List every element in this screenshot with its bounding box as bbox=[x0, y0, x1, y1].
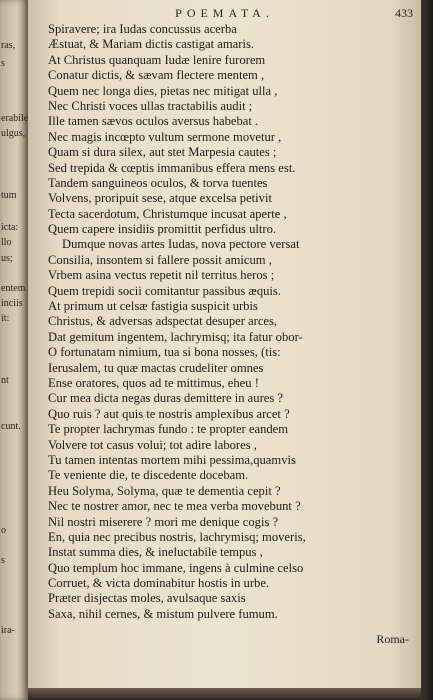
poem-line: Nec Christi voces ullas tractabilis audit ; bbox=[48, 98, 253, 113]
previous-page-edge bbox=[0, 0, 28, 700]
poem-line: Quam si dura silex, aut stet Marpesia cautes ; bbox=[48, 145, 277, 160]
poem-line: Tandem sanguineos oculos, & torva tuentes bbox=[48, 175, 268, 190]
poem-line: Corruet, & victa dominabitur hostis in urbe. bbox=[48, 576, 270, 591]
poem-line: Ierusalem, tu quæ mactas crudeliter omnes bbox=[48, 360, 264, 375]
poem-line: Instat summa dies, & ineluctabile tempus , bbox=[48, 545, 263, 560]
previous-page-text-fragment: us; bbox=[1, 253, 13, 264]
previous-page-text-fragment: ras, bbox=[1, 40, 16, 51]
poem-line: Te veniente die, te discedente docebam. bbox=[48, 468, 249, 483]
poem-line: Quem capere insidiis promittit perfidus ultro. bbox=[48, 222, 277, 237]
poem-line: At Christus quanquam Iudæ lenire furorem bbox=[48, 52, 266, 67]
previous-page-text-fragment: s bbox=[1, 555, 5, 566]
page-number: 433 bbox=[395, 6, 413, 20]
book-bottom-edge bbox=[28, 688, 421, 700]
poem-line: Heu Solyma, Solyma, quæ te dementia cepit ? bbox=[48, 483, 281, 498]
previous-page-text-fragment: s bbox=[1, 58, 5, 69]
poem-line: At primum ut celsæ fastigia suspicit urbis bbox=[48, 299, 258, 314]
poem-line: Cur mea dicta negas duras demittere in aures ? bbox=[48, 391, 283, 406]
previous-page-text-fragment: inciis bbox=[1, 298, 23, 309]
book-fore-edge bbox=[421, 0, 433, 700]
poem-line: Volvens, proripuit sese, atque excelsa petivit bbox=[48, 191, 272, 206]
previous-page-text-fragment: erabile bbox=[1, 113, 29, 124]
poem-line: Præter disjectas moles, avulsaque saxis bbox=[48, 591, 246, 606]
poem-line: Tu tamen intentas mortem mihi pessima,quamvis bbox=[48, 452, 296, 467]
poem-line: Conatur dictis, & sævam flectere mentem , bbox=[48, 68, 265, 83]
poem-line: En, quia nec precibus nostris, lachrymisq; moveris, bbox=[48, 529, 306, 544]
poem-line: Dumque novas artes Iudas, nova pectore versat bbox=[62, 237, 300, 252]
poem-line: Te propter lachrymas fundo : te propter eandem bbox=[48, 422, 289, 437]
running-title: POEMATA. bbox=[175, 6, 274, 20]
poem-line: Nec te nostrer amor, nec te mea verba movebunt ? bbox=[48, 499, 301, 514]
catchword: Roma- bbox=[376, 632, 409, 646]
poem-line: Quem nec longa dies, pietas nec mitigat ulla , bbox=[48, 83, 278, 98]
previous-page-text-fragment: o bbox=[1, 525, 6, 536]
poem-line: Consilia, insontem si fallere possit amicum , bbox=[48, 252, 272, 267]
poem-line: O fortunatam nimium, tua si bona nosses, (tis: bbox=[48, 345, 281, 360]
poem-line: Volvere tot casus volui; tot adire labores , bbox=[48, 437, 257, 452]
poem-text-block bbox=[48, 22, 410, 622]
poem-line: Sed trepida & cœptis immanibus effera mens est. bbox=[48, 160, 296, 175]
previous-page-text-fragment: llo bbox=[1, 237, 12, 248]
previous-page-text-fragment: tum bbox=[1, 190, 17, 201]
poem-line: Quo templum hoc immane, ingens à culmine celso bbox=[48, 560, 304, 575]
poem-line: Saxa, nihil cernes, & mistum pulvere fumum. bbox=[48, 606, 278, 621]
poem-line: Ille tamen sævos oculos aversus habebat . bbox=[48, 114, 259, 129]
poem-line: Nec magis incœpto vultum sermone movetur , bbox=[48, 129, 282, 144]
poem-line: Vrbem asina vectus repetit nil territus heros ; bbox=[48, 268, 275, 283]
previous-page-text-fragment: nt bbox=[1, 375, 9, 386]
poem-line: Spiravere; ira Iudas concussus acerba bbox=[48, 22, 237, 36]
poem-line: Quo ruis ? aut quis te nostris amplexibus arcet ? bbox=[48, 406, 290, 421]
previous-page-text-fragment: it: bbox=[1, 313, 10, 324]
poem-line: Dat gemitum ingentem, lachrymisq; ita fatur obor- bbox=[48, 329, 303, 344]
previous-page-text-fragment: cunt. bbox=[1, 421, 21, 432]
poem-line: Christus, & adversas adspectat desuper arces, bbox=[48, 314, 278, 329]
poem-line: Ense oratores, quos ad te mittimus, eheu ! bbox=[48, 375, 259, 390]
previous-page-text-fragment: ira- bbox=[1, 625, 15, 636]
poem-line: Quem trepidi socii comitantur passibus æquis. bbox=[48, 283, 281, 298]
previous-page-text-fragment: entem bbox=[1, 283, 26, 294]
page-header bbox=[28, 4, 421, 22]
poem-line: Tecta sacerdotum, Christumque incusat aperte , bbox=[48, 206, 287, 221]
poem-line: Nil nostri miserere ? mori me denique cogis ? bbox=[48, 514, 279, 529]
book-page bbox=[28, 0, 421, 688]
previous-page-text-fragment: icta: bbox=[1, 222, 19, 233]
poem-line: Æstuat, & Mariam dictis castigat amaris. bbox=[48, 37, 255, 52]
previous-page-text-fragment: ulgus, bbox=[1, 128, 26, 139]
